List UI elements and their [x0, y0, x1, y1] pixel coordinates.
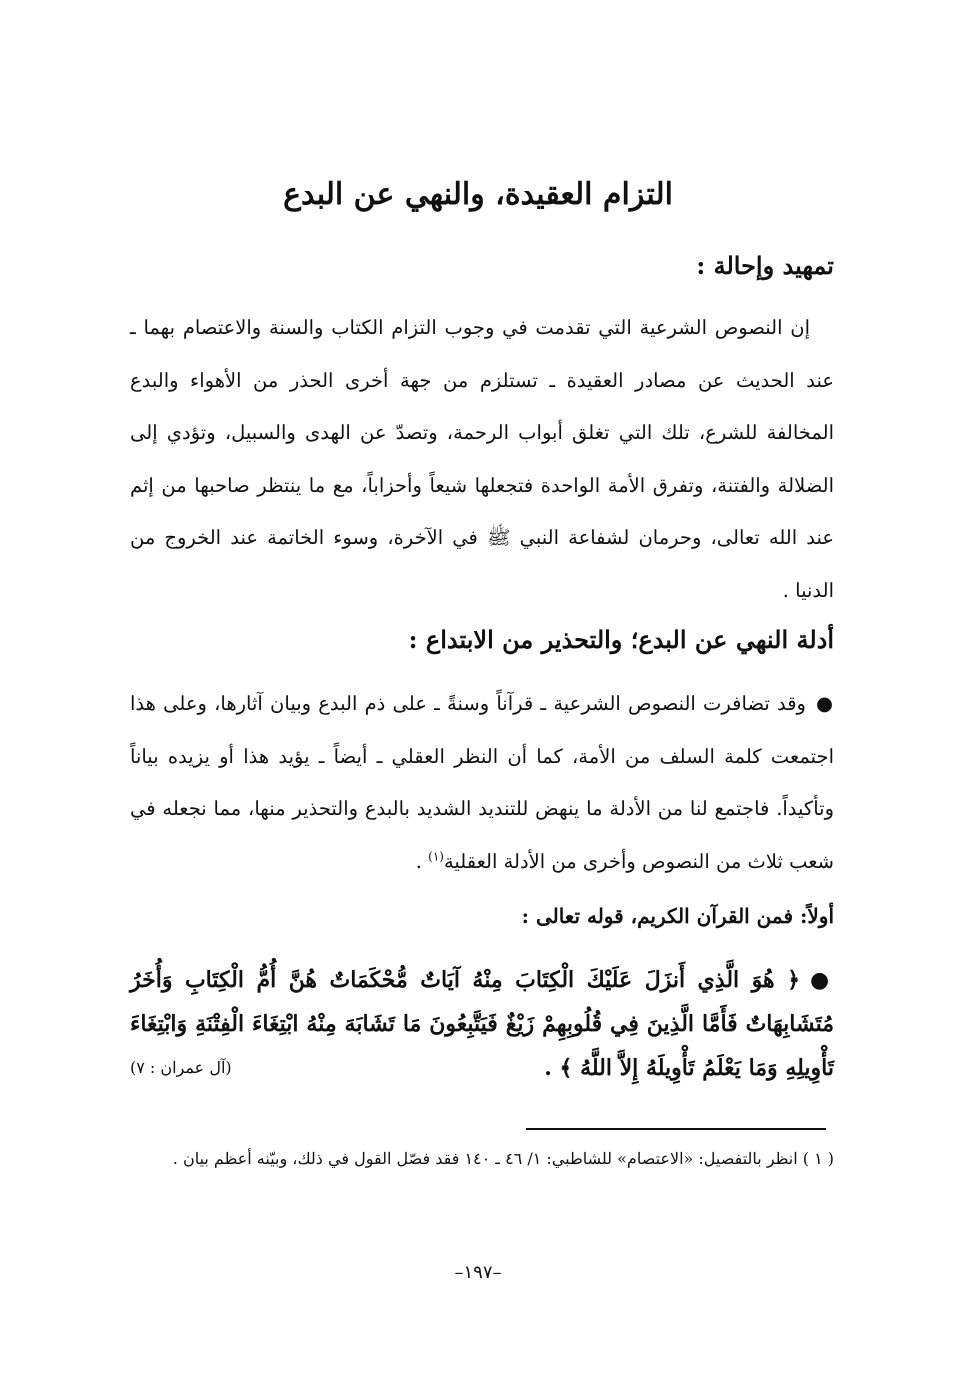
verse-reference: (آل عمران : ٧) — [130, 1058, 232, 1077]
page-number: –١٩٧– — [454, 1262, 502, 1283]
footnote-divider — [526, 1128, 826, 1130]
bullet-marker: ● — [815, 692, 834, 715]
quran-verse-text: ﴿ هُوَ الَّذِي أَنزَلَ عَلَيْكَ الْكِتَابَ مِنْهُ آيَاتٌ مُّحْكَمَاتٌ هُنَّ أُمُّ الْكِتَابِ وَأُخَرُ مُتَشَابِهَاتٌ فَأَمَّا الَّذِينَ فِي قُلُوبِهِمْ زَيْغٌ فَيَتَّبِعُونَ مَا تَشَابَهَ مِنْهُ ابْتِغَاءَ الْفِتْنَةِ وَابْتِغَاءَ تَأْوِيلِهِ وَمَا يَعْلَمُ تَأْوِيلَهُ إِلاَّ اللَّهُ ﴾ . — [130, 967, 834, 1081]
bullet-marker: ● — [809, 967, 834, 993]
evidence-paragraph — [130, 678, 834, 888]
quran-verse — [130, 958, 834, 1090]
section-heading-intro: تمهيد وإحالة : — [696, 251, 834, 280]
footnote: ( ١ ) انظر بالتفصيل: «الاعتصام» للشاطبي: ١/ ٤٦ ـ ١٤٠ فقد فصّل القول في ذلك، وبيّنه أعظم بيان . — [172, 1149, 834, 1168]
footnote-reference: (١) — [428, 849, 444, 863]
intro-paragraph — [130, 302, 834, 617]
section-heading-evidence: أدلة النهي عن البدع؛ والتحذير من الابتداع : — [408, 625, 834, 654]
evidence-paragraph-text: وقد تضافرت النصوص الشرعية ـ قرآناً وسنةً ـ على ذم البدع وبيان آثارها، وعلى هذا اجتمعت كلمة السلف من الأمة، كما أن النظر العقلي ـ أيضاً ـ يؤيد هذا أو يزيده بياناً وتأكيداً. فاجتمع لنا من الأدلة ما ينهض للتنديد الشديد بالبدع والتحذير منها، مما نجعله في شعب ثلاث من النصوص وأخرى من الأدلة العقلية — [130, 692, 834, 873]
intro-paragraph-text: إن النصوص الشرعية التي تقدمت في وجوب التزام الكتاب والسنة والاعتصام بهما ـ عند الحديث عن مصادر العقيدة ـ تستلزم من جهة أخرى الحذر من الأهواء والبدع المخالفة للشرع، تلك التي تغلق أبواب الرحمة، وتصدّ عن الهدى والسبيل، وتؤدي إلى الضلالة والفتنة، وتفرق الأمة الواحدة فتجعلها شيعاً وأحزاباً، مع ما ينتظر صاحبها من إثم عند الله تعالى، وحرمان لشفاعة النبي ﷺ في الآخرة، وسوء الخاتمة عند الخروج من الدنيا . — [130, 316, 834, 602]
chapter-title: التزام العقيدة، والنهي عن البدع — [283, 177, 673, 212]
evidence-paragraph-end: . — [415, 849, 429, 873]
subsection-heading-quran: أولاً: فمن القرآن الكريم، قوله تعالى : — [521, 904, 834, 928]
